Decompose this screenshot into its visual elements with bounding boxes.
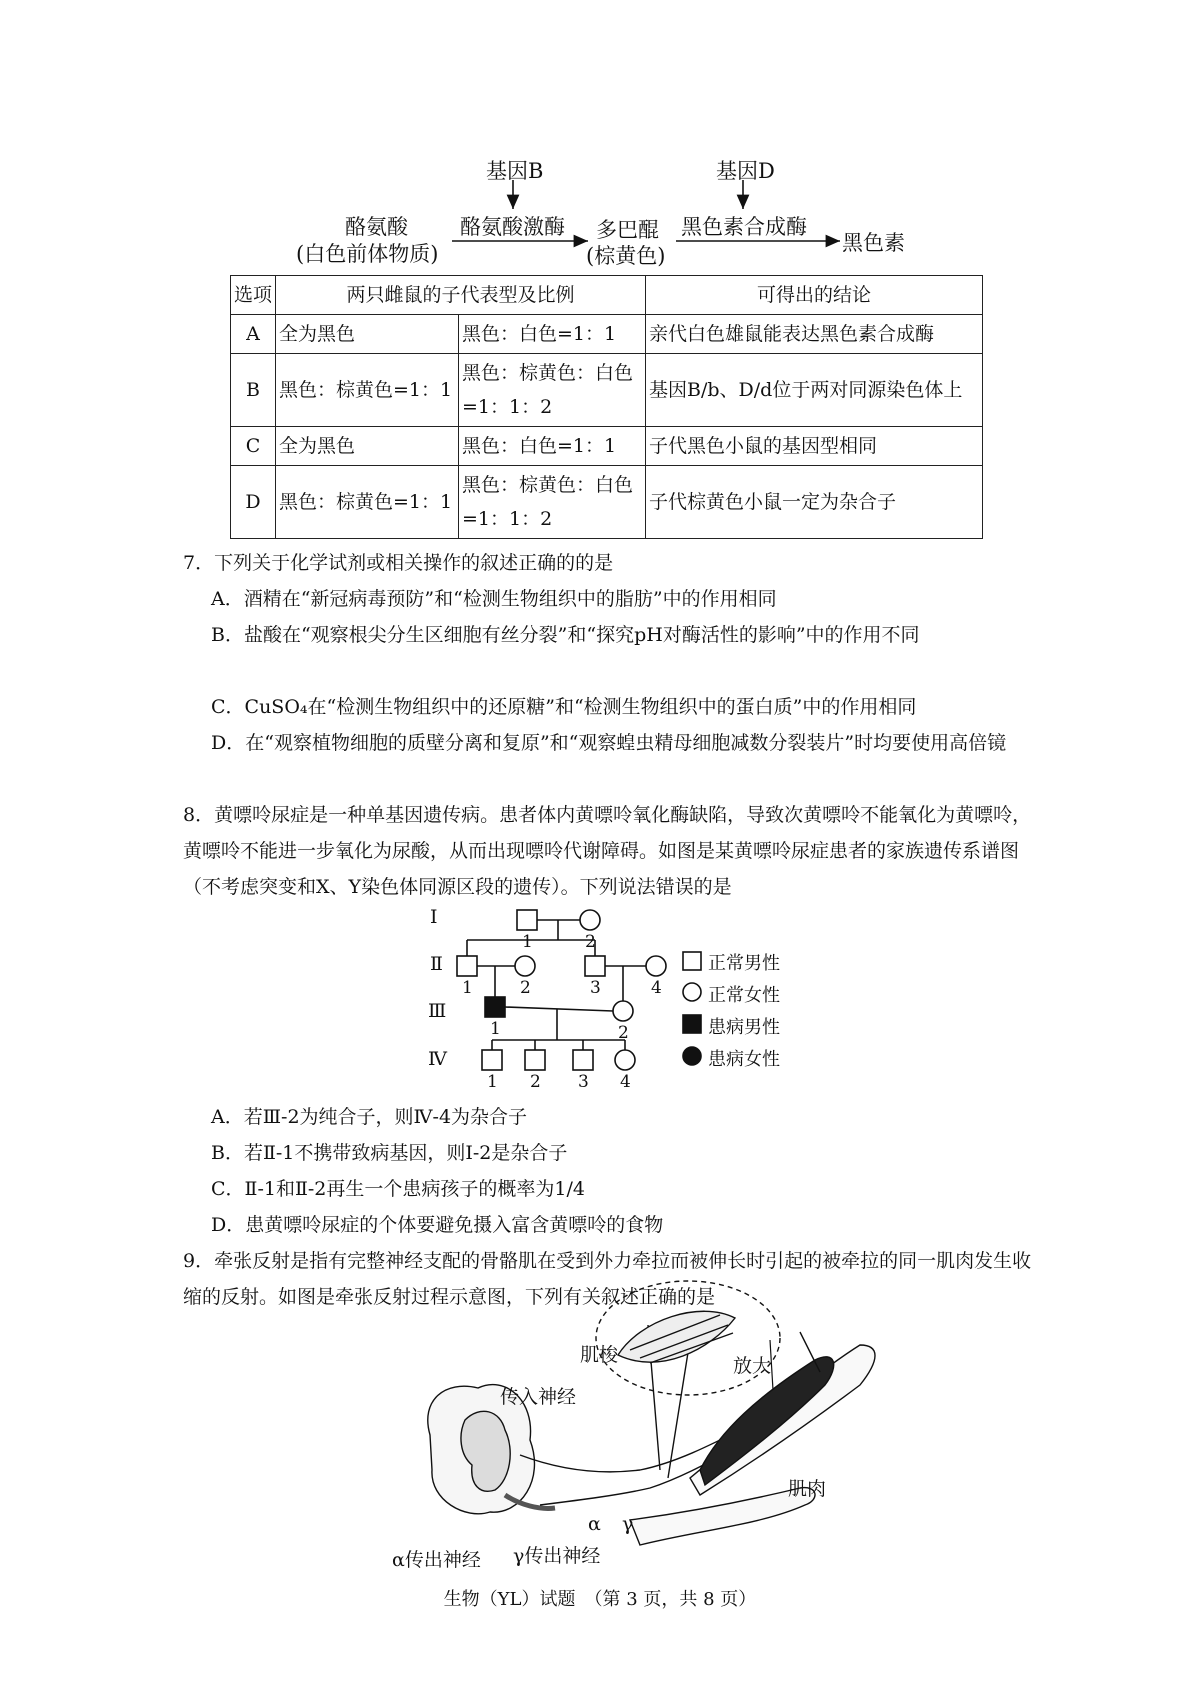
table-cell: 黑色：棕黄色=1：1	[276, 466, 459, 539]
individual-number: 2	[520, 978, 531, 998]
table-header: 选项	[231, 276, 276, 315]
table-cell: C	[231, 427, 276, 466]
alpha-label: α	[588, 1513, 601, 1535]
generation-label: Ⅰ	[430, 906, 438, 928]
gene-b-label: 基因B	[486, 159, 544, 183]
legend-affected-female: 患病女性	[708, 1049, 780, 1070]
q8-option-b: B．若Ⅱ-1不携带致病基因，则Ⅰ-2是杂合子	[211, 1142, 568, 1164]
q8-option-d: D．患黄嘌呤尿症的个体要避免摄入富含黄嘌呤的食物	[211, 1214, 664, 1236]
enzyme2-label: 黑色素合成酶	[681, 215, 807, 239]
table-cell: 全为黑色	[276, 315, 459, 354]
q8-option-c: C．Ⅱ-1和Ⅱ-2再生一个患病孩子的概率为1/4	[211, 1178, 585, 1200]
table-cell: A	[231, 315, 276, 354]
q7-option-b: B．盐酸在“观察根尖分生区细胞有丝分裂”和“探究pH对酶活性的影响”中的作用不同	[211, 624, 920, 646]
dopaquinone-label: 多巴醌	[596, 218, 659, 242]
q7-option-d: D．在“观察植物细胞的质壁分离和复原”和“观察蝗虫精母细胞减数分裂装片”时均要使用高倍镜	[211, 732, 1007, 754]
melanin-label: 黑色素	[842, 231, 905, 255]
table-cell: 子代黑色小鼠的基因型相同	[646, 427, 983, 466]
table-cell: 全为黑色	[276, 427, 459, 466]
magnify-label: 放大	[733, 1355, 772, 1377]
alpha-efferent-label: α传出神经	[392, 1549, 481, 1571]
table-cell: 黑色：棕黄色：白色=1：1：2	[459, 354, 646, 427]
individual-number: 1	[490, 1019, 501, 1039]
spindle-shape	[618, 1311, 735, 1362]
spindle-label: 肌梭	[580, 1344, 619, 1366]
dopaquinone-note: (棕黄色)	[586, 244, 666, 268]
generation-label: Ⅲ	[428, 1000, 447, 1022]
individual-number: 2	[585, 932, 596, 952]
afferent-nerve-label: 传入神经	[500, 1386, 577, 1408]
individual-number: 1	[462, 978, 473, 998]
individual-number: 1	[487, 1072, 498, 1092]
tyrosine-label: 酪氨酸	[345, 215, 408, 239]
table-cell: 子代棕黄色小鼠一定为杂合子	[646, 466, 983, 539]
individual-number: 4	[620, 1072, 631, 1092]
muscle-label: 肌肉	[788, 1478, 827, 1500]
q7-option-a: A．酒精在“新冠病毒预防”和“检测生物组织中的脂肪”中的作用相同	[211, 588, 777, 610]
table-cell: 黑色：棕黄色：白色=1：1：2	[459, 466, 646, 539]
table-header: 可得出的结论	[646, 276, 983, 315]
legend-normal-male: 正常男性	[708, 953, 780, 974]
table-cell: 亲代白色雄鼠能表达黑色素合成酶	[646, 315, 983, 354]
gamma-label: γ	[622, 1513, 634, 1535]
enzyme1-label: 酪氨酸激酶	[460, 215, 565, 239]
table-cell: 黑色：白色=1：1	[459, 427, 646, 466]
table-cell: 基因B/b、D/d位于两对同源染色体上	[646, 354, 983, 427]
individual-number: 3	[590, 978, 601, 998]
individual-number: 2	[530, 1072, 541, 1092]
individual-number: 2	[618, 1023, 629, 1043]
individual-number: 3	[578, 1072, 589, 1092]
table-cell: 黑色：棕黄色=1：1	[276, 354, 459, 427]
gamma-efferent-label: γ传出神经	[513, 1545, 601, 1567]
table-cell: B	[231, 354, 276, 427]
table-header: 两只雌鼠的子代表型及比例	[276, 276, 646, 315]
q9-stem: 9．牵张反射是指有完整神经支配的骨骼肌在受到外力牵拉而被伸长时引起的被牵拉的同一肌肉发生收缩的反射。如图是牵张反射过程示意图，下列有关叙述正确的是	[183, 1250, 1032, 1308]
q8-stem: 8．黄嘌呤尿症是一种单基因遗传病。患者体内黄嘌呤氧化酶缺陷，导致次黄嘌呤不能氧化为黄嘌呤，黄嘌呤不能进一步氧化为尿酸，从而出现嘌呤代谢障碍。如图是某黄嘌呤尿症患者的家族遗传系谱图（不考虑突变和X、Y染色体同源区段的遗传）。下列说法错误的是	[183, 804, 1032, 898]
q7-stem: 7．下列关于化学试剂或相关操作的叙述正确的的是	[183, 552, 614, 574]
q7-option-c: C．CuSO₄在“检测生物组织中的还原糖”和“检测生物组织中的蛋白质”中的作用相同	[211, 696, 917, 718]
legend-affected-male: 患病男性	[708, 1017, 780, 1038]
table-cell: 黑色：白色=1：1	[459, 315, 646, 354]
tyrosine-note: (白色前体物质)	[296, 242, 439, 266]
page-footer: 生物（YL）试题 （第 3 页，共 8 页）	[443, 1589, 757, 1610]
generation-label: Ⅱ	[430, 953, 443, 975]
legend-normal-female: 正常女性	[708, 985, 780, 1006]
generation-label: Ⅳ	[428, 1048, 447, 1070]
gene-d-label: 基因D	[716, 159, 775, 183]
individual-number: 4	[651, 978, 662, 998]
individual-number: 1	[522, 932, 533, 952]
q8-option-a: A．若Ⅲ-2为纯合子，则Ⅳ-4为杂合子	[211, 1106, 528, 1128]
table-cell: D	[231, 466, 276, 539]
